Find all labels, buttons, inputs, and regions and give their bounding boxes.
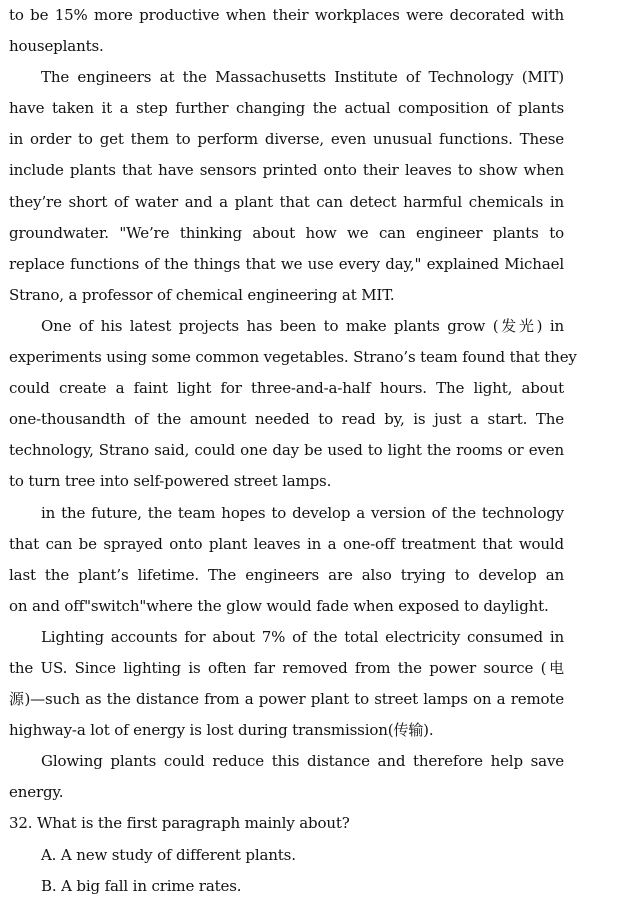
passage-line: on and off"switch"where the glow would fade when exposed to daylight. — [9, 596, 549, 615]
passage-line: 源)—such as the distance from a power plant to street lamps on a remote — [9, 690, 564, 709]
passage-line: have taken it a step further changing the actual composition of plants — [9, 99, 564, 118]
passage-line: replace functions of the things that we use every day," explained Michael — [9, 254, 564, 273]
passage-line: groundwater. "We’re thinking about how we can engineer plants to — [9, 223, 564, 242]
passage-line: one-thousandth of the amount needed to read by, is just a start. The — [9, 410, 564, 429]
passage-line: include plants that have sensors printed onto their leaves to show when — [9, 161, 564, 180]
passage-line: could create a faint light for three-and-a-half hours. The light, about — [9, 379, 564, 398]
question-32 — [9, 808, 564, 901]
passage-line: technology, Strano said, could one day be used to light the rooms or even — [9, 441, 564, 460]
passage-line: Glowing plants could reduce this distance and therefore help save — [41, 752, 564, 771]
document-page — [9, 0, 577, 902]
passage-line: to turn tree into self-powered street lamps. — [9, 472, 332, 491]
passage-line: The engineers at the Massachusetts Institute of Technology (MIT) — [41, 68, 564, 87]
passage-line: One of his latest projects has been to make plants grow (发光) in — [41, 316, 564, 335]
option-a[interactable]: A. A new study of different plants. — [41, 845, 296, 864]
passage-line: in order to get them to perform diverse, even unusual functions. These — [9, 130, 564, 149]
passage-line: houseplants. — [9, 37, 104, 56]
passage-line: last the plant’s lifetime. The engineers are also trying to develop an — [9, 565, 564, 584]
passage-line: energy. — [9, 783, 64, 802]
passage-line: highway-a lot of energy is lost during transmission(传输). — [9, 721, 434, 740]
option-b[interactable]: B. A big fall in crime rates. — [41, 876, 242, 895]
passage-line: Lighting accounts for about 7% of the total electricity consumed in — [41, 627, 564, 646]
passage-line: to be 15% more productive when their workplaces were decorated with — [9, 6, 564, 24]
passage-line: the US. Since lighting is often far removed from the power source (电 — [9, 658, 564, 677]
passage-line: that can be sprayed onto plant leaves in a one-off treatment that would — [9, 534, 564, 553]
passage-line: they’re short of water and a plant that can detect harmful chemicals in — [9, 192, 564, 211]
passage-line: experiments using some common vegetables. Strano’s team found that they — [9, 348, 577, 367]
passage-line: Strano, a professor of chemical engineering at MIT. — [9, 285, 395, 304]
reading-passage — [9, 0, 577, 808]
passage-line: in the future, the team hopes to develop a version of the technology — [41, 503, 564, 522]
question-stem: 32. What is the first paragraph mainly about? — [9, 814, 350, 833]
